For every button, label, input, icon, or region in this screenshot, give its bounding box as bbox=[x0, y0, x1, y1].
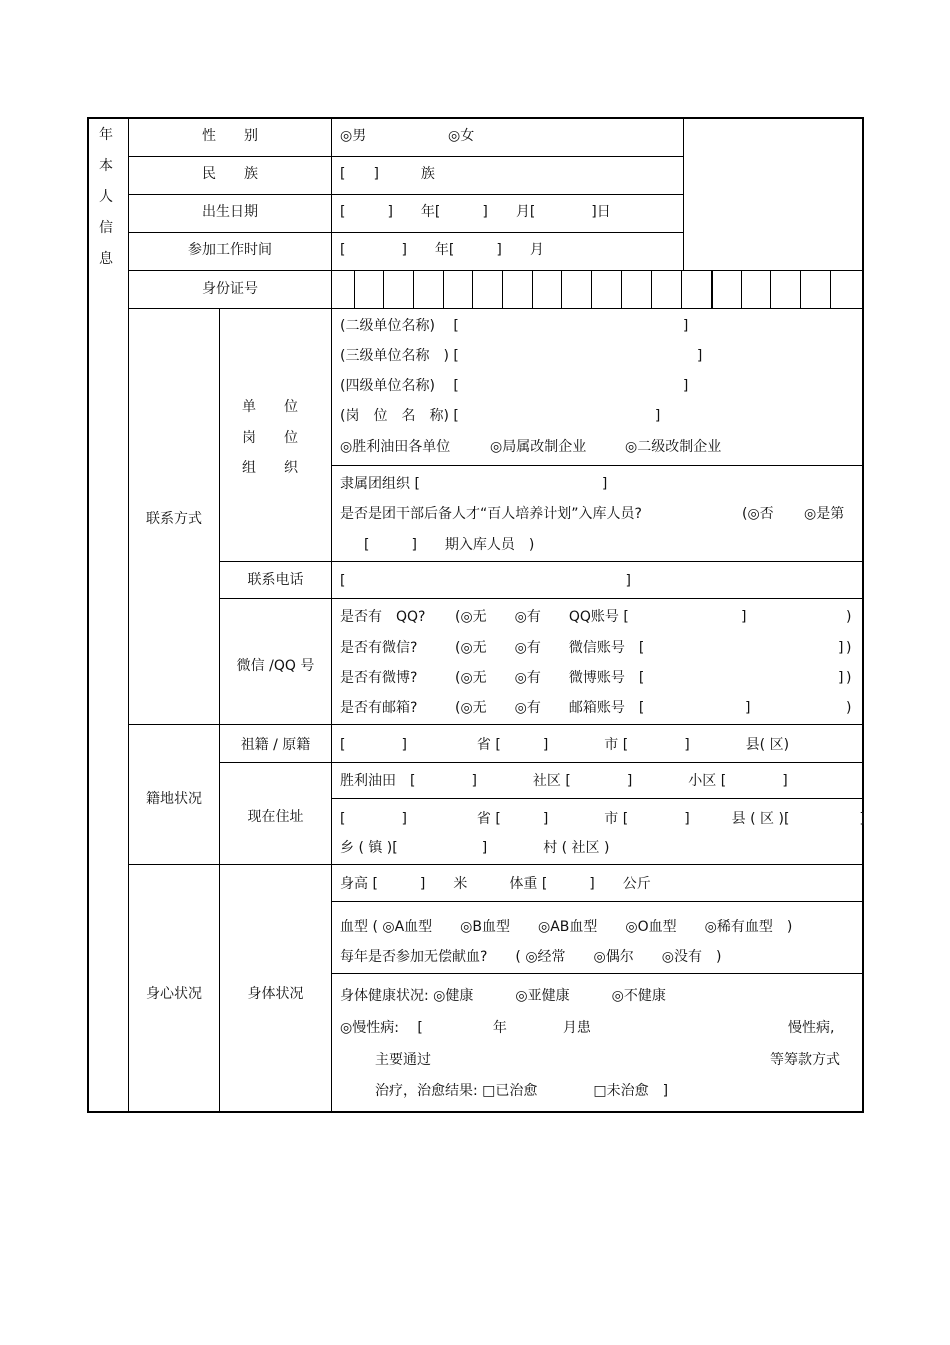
email-options[interactable]: (◎无 ◎有 邮箱账号 [ bbox=[455, 700, 645, 716]
email-paren-close: ) bbox=[846, 700, 852, 716]
id-number-label: 身份证号 bbox=[202, 281, 258, 297]
birth-date-label: 出生日期 bbox=[202, 204, 258, 220]
id-cell-divider bbox=[532, 270, 533, 308]
side-title-char: 人 bbox=[99, 189, 113, 205]
id-cell-divider bbox=[800, 270, 801, 308]
id-cell-divider bbox=[770, 270, 771, 308]
unit-type-oilfield-radio[interactable]: ◎胜利油田各单位 bbox=[340, 439, 451, 455]
gender-label: 性 别 bbox=[202, 128, 258, 144]
weibo-question: 是否有微博? bbox=[340, 670, 418, 686]
id-cell-divider bbox=[443, 270, 444, 308]
birth-date-field[interactable]: [ ] 年[ ] 月[ ]日 bbox=[340, 204, 611, 220]
id-cell-divider bbox=[591, 270, 592, 308]
row-divider bbox=[128, 194, 683, 195]
wechat-question: 是否有微信? bbox=[340, 640, 418, 656]
gender-male-radio[interactable]: ◎男 bbox=[340, 128, 367, 144]
row-divider bbox=[128, 308, 864, 309]
phone-field[interactable]: [ ] bbox=[340, 573, 631, 589]
photo-box-divider bbox=[683, 118, 684, 270]
qq-question: 是否有 QQ? bbox=[340, 609, 426, 625]
current-address-label: 现在住址 bbox=[247, 809, 304, 825]
side-title-char: 息 bbox=[99, 251, 113, 267]
native-place-label: 祖籍 / 原籍 bbox=[240, 737, 311, 753]
email-question: 是否有邮箱? bbox=[340, 700, 418, 716]
side-title-char: 年 bbox=[99, 127, 113, 143]
post-name-field[interactable]: (岗 位 名 称) [ ] bbox=[340, 408, 661, 424]
id-cell-divider bbox=[413, 270, 414, 308]
blood-donation-options[interactable]: 每年是否参加无偿献血? ( ◎经常 ◎偶尔 ◎没有 ) bbox=[340, 949, 722, 965]
qq-options[interactable]: (◎无 ◎有 QQ账号 [ bbox=[455, 609, 629, 625]
native-place-field[interactable]: [ ] 省 [ ] 市 [ ] 县( 区) bbox=[340, 737, 790, 753]
qq-bracket-close: ] bbox=[741, 609, 747, 625]
row-divider bbox=[331, 973, 864, 974]
ethnicity-label: 民 族 bbox=[202, 166, 258, 182]
side-title-char: 本 bbox=[99, 158, 113, 174]
organization-label: 组 织 bbox=[242, 460, 298, 476]
row-divider bbox=[128, 724, 864, 725]
phone-label: 联系电话 bbox=[247, 572, 304, 588]
row-divider bbox=[331, 798, 864, 799]
weibo-options[interactable]: (◎无 ◎有 微博账号 [ bbox=[455, 670, 645, 686]
post-label: 岗 位 bbox=[242, 430, 298, 446]
blood-type-options[interactable]: 血型 ( ◎A血型 ◎B血型 ◎AB血型 ◎O血型 ◎稀有血型 ) bbox=[340, 919, 793, 935]
work-start-label: 参加工作时间 bbox=[188, 242, 272, 258]
unit-type-bureau-radio[interactable]: ◎局属改制企业 bbox=[490, 439, 587, 455]
row-divider bbox=[219, 561, 864, 562]
unit-type-level2-radio[interactable]: ◎二级改制企业 bbox=[625, 439, 722, 455]
id-cell-divider bbox=[472, 270, 473, 308]
talent-batch-field[interactable]: [ ] 期入库人员 ) bbox=[364, 537, 535, 553]
wechat-bracket-close: ] bbox=[838, 640, 844, 656]
id-cell-divider bbox=[651, 270, 652, 308]
work-start-field[interactable]: [ ] 年[ ] 月 bbox=[340, 242, 544, 258]
talent-no-radio[interactable]: (◎否 bbox=[742, 506, 774, 522]
origin-group-label: 籍地状况 bbox=[146, 791, 202, 807]
health-group-label: 身心状况 bbox=[146, 986, 202, 1002]
row-divider bbox=[128, 864, 864, 865]
league-org-field[interactable]: 隶属团组织 [ ] bbox=[340, 476, 608, 492]
height-weight-field[interactable]: 身高 [ ] 米 体重 [ ] 公斤 bbox=[340, 876, 651, 892]
qq-paren-close: ) bbox=[846, 609, 852, 625]
im-label: 微信 /QQ 号 bbox=[236, 658, 315, 674]
id-cell-divider bbox=[711, 270, 713, 308]
row-divider bbox=[331, 901, 864, 902]
id-cell-divider bbox=[681, 270, 682, 308]
gender-female-radio[interactable]: ◎女 bbox=[448, 128, 475, 144]
weibo-paren-close: ) bbox=[846, 670, 852, 686]
health-status-options[interactable]: 身体健康状况: ◎健康 ◎亚健康 ◎不健康 bbox=[340, 988, 666, 1004]
id-cell-divider bbox=[621, 270, 622, 308]
treatment-result-options[interactable]: 治疗，治愈结果: □已治愈 □未治愈 ] bbox=[375, 1083, 669, 1099]
id-cell-divider bbox=[502, 270, 503, 308]
row-divider bbox=[219, 598, 864, 599]
id-cell-divider bbox=[383, 270, 384, 308]
row-divider bbox=[219, 762, 864, 763]
column-divider bbox=[331, 118, 332, 1113]
column-divider bbox=[128, 118, 129, 1113]
talent-yes-radio[interactable]: ◎是第 bbox=[804, 506, 845, 522]
treatment-label: 主要通过 bbox=[375, 1052, 431, 1068]
level3-unit-field[interactable]: (三级单位名称 ) [ ] bbox=[340, 348, 703, 364]
id-cell-divider bbox=[741, 270, 742, 308]
level2-unit-field[interactable]: (二级单位名称) [ ] bbox=[340, 318, 689, 334]
row-divider bbox=[331, 465, 864, 466]
address-region-field[interactable]: [ ] 省 [ ] 市 [ ] 县 ( 区 )[ ] bbox=[340, 811, 865, 827]
weibo-bracket-close: ] bbox=[838, 670, 844, 686]
id-cell-divider bbox=[561, 270, 562, 308]
id-cell-divider bbox=[830, 270, 831, 308]
id-cell-divider bbox=[354, 270, 355, 308]
wechat-options[interactable]: (◎无 ◎有 微信账号 [ bbox=[455, 640, 645, 656]
treatment-fund-suffix: 等筹款方式 bbox=[770, 1052, 840, 1068]
unit-label: 单 位 bbox=[242, 399, 298, 415]
oilfield-community-field[interactable]: 胜利油田 [ ] 社区 [ ] 小区 [ ] bbox=[340, 773, 788, 789]
chronic-disease-suffix: 慢性病, bbox=[788, 1020, 835, 1036]
row-divider bbox=[128, 270, 864, 271]
address-town-field[interactable]: 乡 ( 镇 )[ ] 村 ( 社区 ) bbox=[340, 840, 610, 856]
email-bracket-close: ] bbox=[745, 700, 751, 716]
side-title bbox=[97, 120, 115, 275]
talent-question: 是否是团干部后备人才“百人培养计划”入库人员? bbox=[340, 506, 642, 522]
row-divider bbox=[128, 232, 683, 233]
body-status-label: 身体状况 bbox=[247, 986, 304, 1002]
ethnicity-field[interactable]: [ ] 族 bbox=[340, 166, 435, 182]
chronic-disease-field[interactable]: ◎慢性病: [ 年 月患 bbox=[340, 1020, 591, 1036]
level4-unit-field[interactable]: (四级单位名称) [ ] bbox=[340, 378, 689, 394]
side-title-char: 信 bbox=[99, 220, 113, 236]
contact-group-label: 联系方式 bbox=[146, 511, 202, 527]
wechat-paren-close: ) bbox=[846, 640, 852, 656]
row-divider bbox=[128, 156, 683, 157]
